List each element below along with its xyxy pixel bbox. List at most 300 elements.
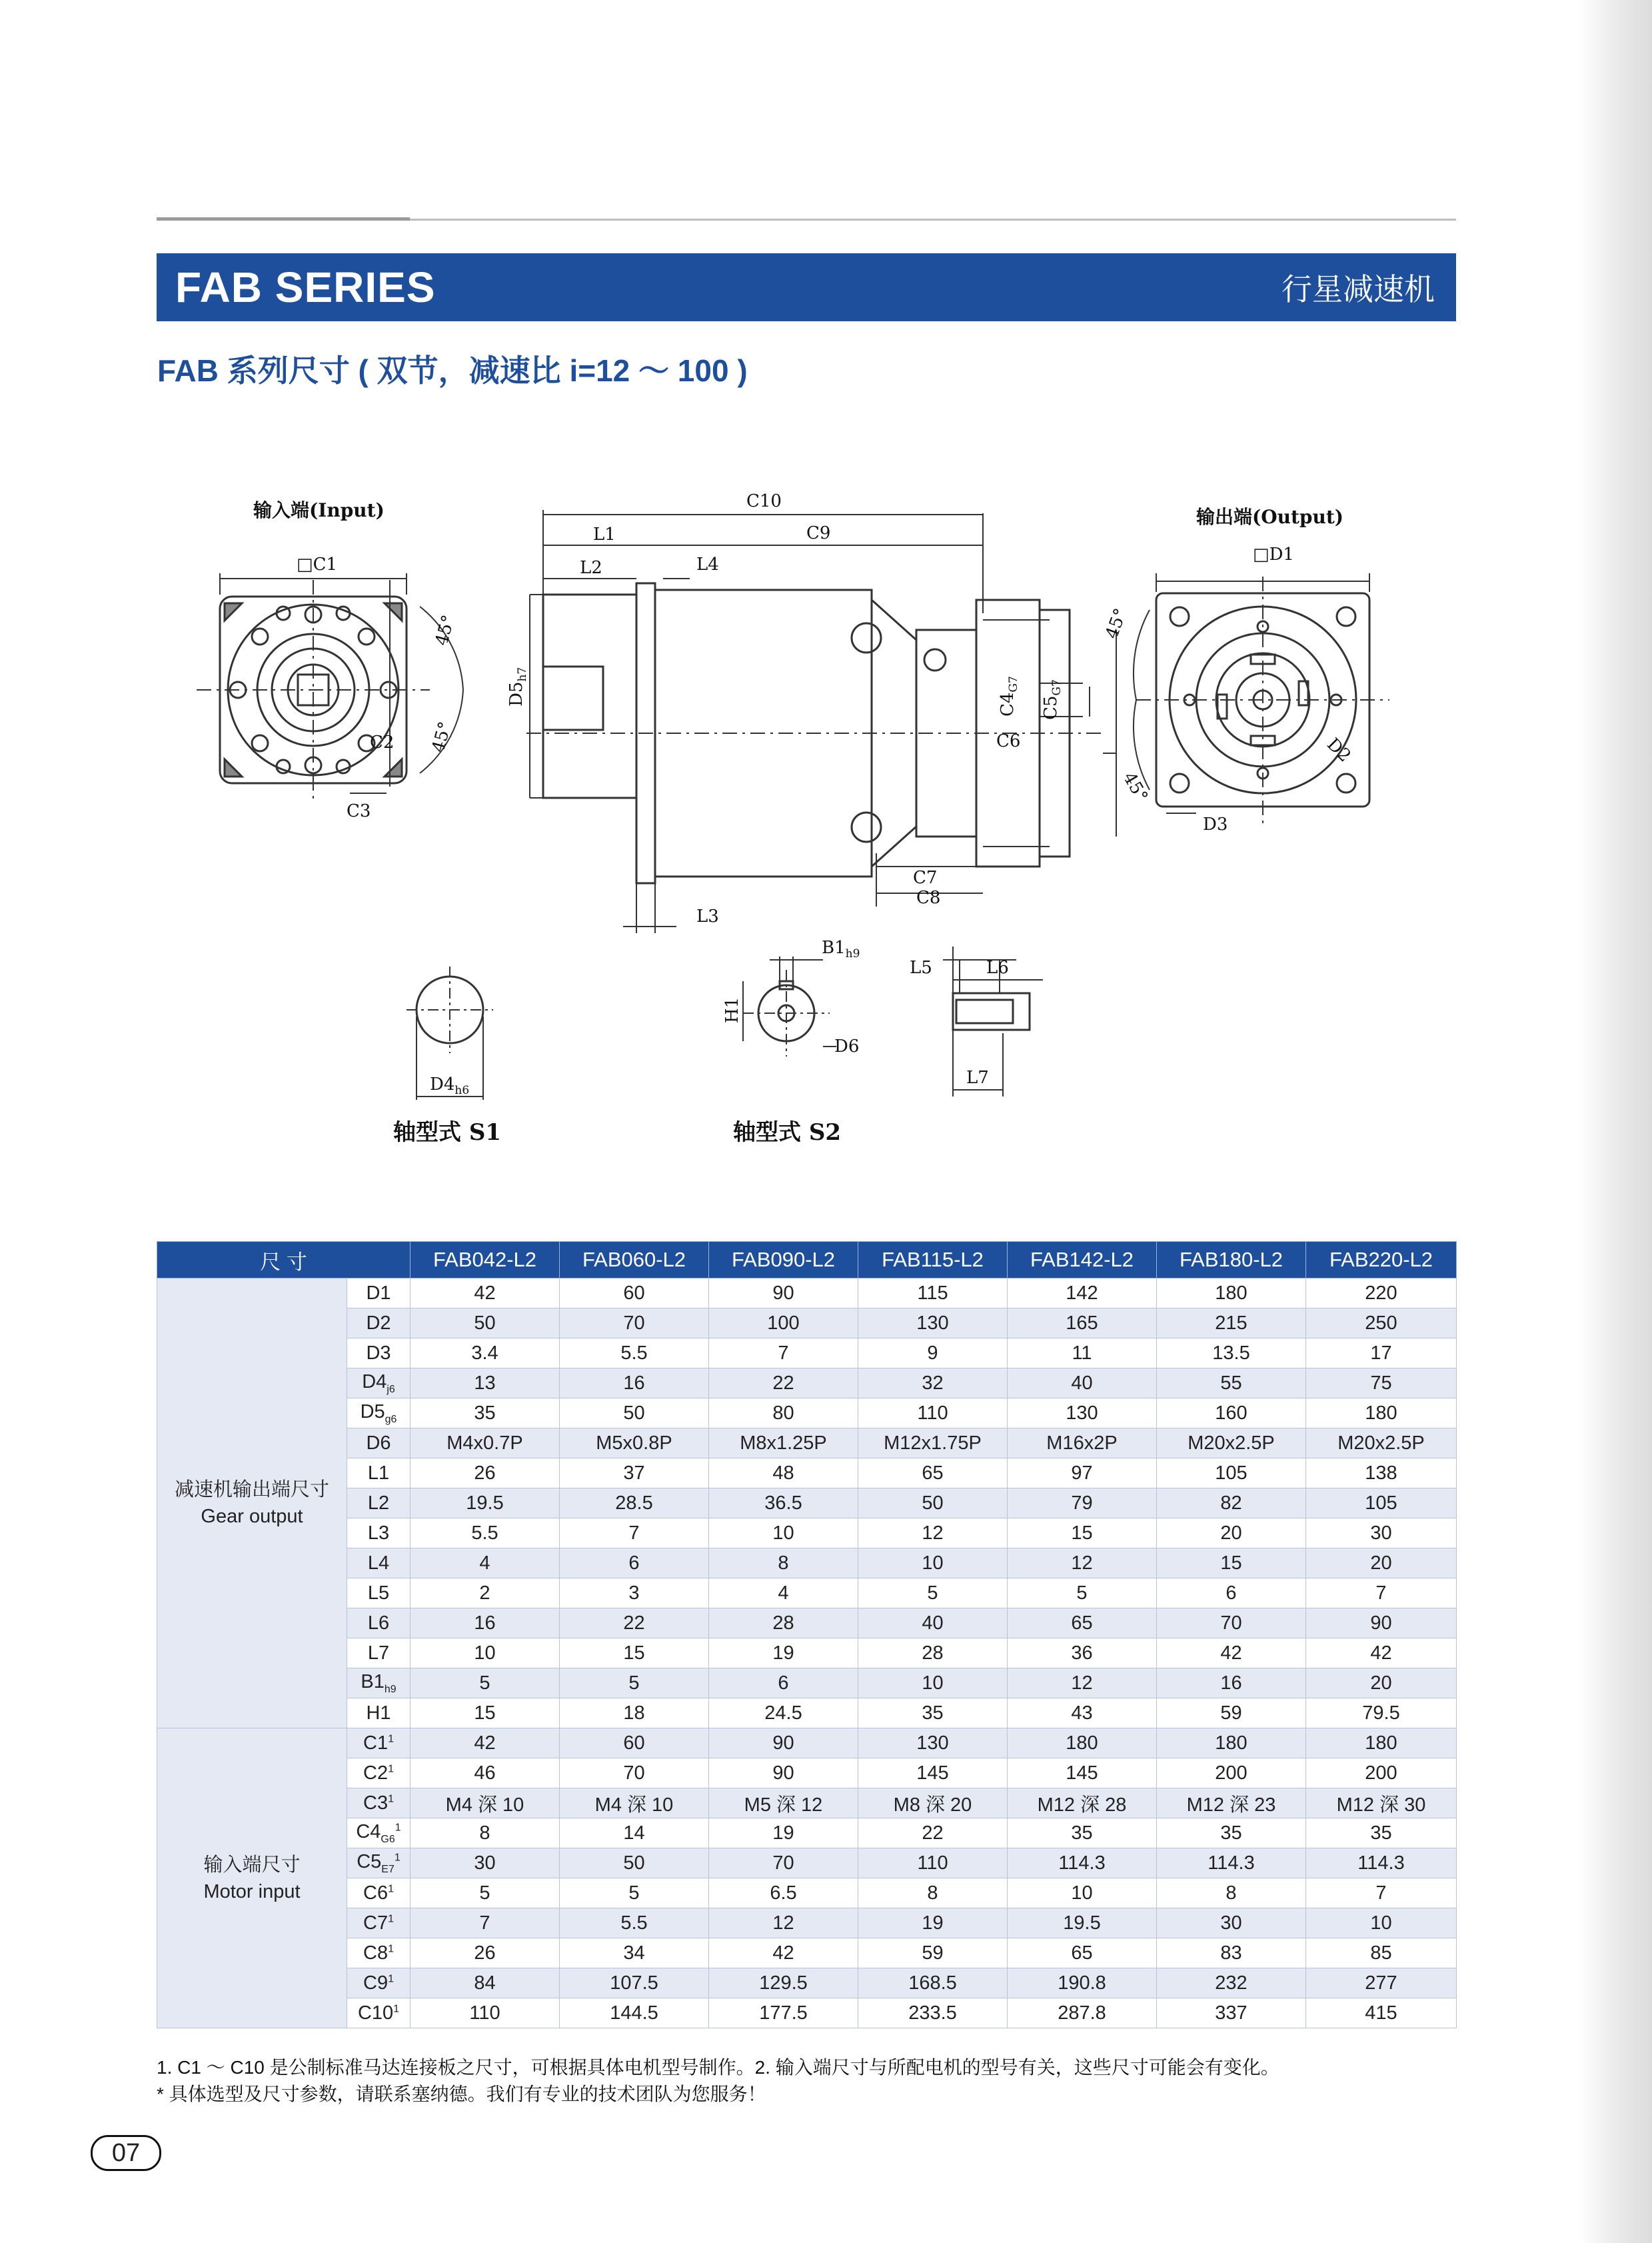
table-cell: 5 [411, 1668, 560, 1698]
dimension-symbol: D5 [360, 1400, 385, 1422]
dim-l4: L4 [696, 555, 719, 575]
technical-drawing [157, 467, 1456, 1173]
table-row [157, 1398, 1457, 1428]
shaft-s1-caption: 轴型式 S1 [393, 1119, 502, 1146]
table-cell: 32 [858, 1368, 1008, 1398]
shaft-s2-caption: 轴型式 S2 [733, 1119, 842, 1146]
table-cell: 180 [1306, 1398, 1457, 1428]
dimension-label [347, 1398, 411, 1428]
table-cell: 232 [1157, 1968, 1306, 1998]
dimension-footnote-mark: 1 [388, 1972, 394, 1984]
row-group-label-en: Gear output [201, 1506, 303, 1527]
table-cell: 79.5 [1306, 1698, 1457, 1728]
table-cell: 337 [1157, 1998, 1306, 2028]
dimension-symbol: C9 [363, 1972, 389, 1994]
table-row [157, 1998, 1457, 2028]
table-cell: 10 [1008, 1878, 1157, 1908]
table-row [157, 1818, 1457, 1848]
table-cell: M5 深 12 [709, 1788, 858, 1818]
table-cell: 200 [1157, 1758, 1306, 1788]
dim-c10: C10 [746, 491, 782, 511]
table-cell: 107.5 [560, 1968, 709, 1998]
table-cell: 7 [709, 1338, 858, 1368]
table-row [157, 1488, 1457, 1518]
dimension-tolerance: E7 [381, 1863, 395, 1875]
table-cell: 5 [858, 1578, 1008, 1608]
input-view-label: 输入端(Input) [253, 499, 385, 521]
table-row [157, 1458, 1457, 1488]
table-cell: 70 [560, 1758, 709, 1788]
dimension-label [347, 1488, 411, 1518]
dimension-label [347, 1428, 411, 1458]
dim-c5: $C5_{G7}$ [1041, 679, 1064, 720]
table-cell: 19.5 [1008, 1908, 1157, 1938]
shaft-s2-section [743, 957, 836, 1057]
table-cell: 12 [858, 1518, 1008, 1548]
dimension-label [347, 1608, 411, 1638]
dim-l5: L5 [910, 958, 932, 978]
table-cell: 415 [1306, 1998, 1457, 2028]
table-row [157, 1578, 1457, 1608]
table-cell: 24.5 [709, 1698, 858, 1728]
dim-d3: D3 [1203, 815, 1228, 835]
table-cell: 59 [858, 1938, 1008, 1968]
section-subtitle: FAB 系列尺寸 ( 双节，减速比 i=12 ～ 100 ) [157, 353, 748, 388]
table-cell: 79 [1008, 1488, 1157, 1518]
table-cell: 35 [1306, 1818, 1457, 1848]
table-cell: 10 [1306, 1908, 1457, 1938]
table-row [157, 1308, 1457, 1338]
dimension-label [347, 1548, 411, 1578]
table-cell: 46 [411, 1758, 560, 1788]
dimension-label [347, 1908, 411, 1938]
table-cell: 18 [560, 1698, 709, 1728]
table-cell: 16 [560, 1368, 709, 1398]
dim-c8: C8 [916, 888, 941, 908]
table-cell: 250 [1306, 1308, 1457, 1338]
model-header: FAB180-L2 [1157, 1242, 1306, 1278]
table-cell: 70 [1157, 1608, 1306, 1638]
table-cell: 22 [858, 1818, 1008, 1848]
table-cell: 30 [1306, 1518, 1457, 1548]
table-cell: M20x2.5P [1157, 1428, 1306, 1458]
dimension-symbol: D4 [362, 1370, 387, 1392]
angle-label-output-bottom: 45° [1118, 769, 1152, 806]
table-cell: 70 [560, 1308, 709, 1338]
table-cell: 114.3 [1306, 1848, 1457, 1878]
table-cell: 83 [1157, 1938, 1306, 1968]
table-cell: 35 [858, 1698, 1008, 1728]
dimension-footnote-mark: 1 [388, 1732, 394, 1744]
table-cell: 220 [1306, 1278, 1457, 1308]
table-cell: 35 [411, 1398, 560, 1428]
table-row [157, 1278, 1457, 1308]
table-cell: 36 [1008, 1638, 1157, 1668]
dimension-symbol: C4 [356, 1820, 381, 1842]
dimension-symbol: C10 [357, 2002, 394, 2024]
dim-l7: L7 [966, 1068, 989, 1088]
dimension-tolerance: h9 [384, 1683, 397, 1695]
table-row [157, 1908, 1457, 1938]
table-cell: 20 [1306, 1668, 1457, 1698]
table-cell: 5.5 [560, 1908, 709, 1938]
top-divider-accent [157, 217, 410, 221]
table-row [157, 1728, 1457, 1758]
row-group-label-cn: 输入端尺寸 [203, 1854, 301, 1876]
table-cell: 90 [709, 1278, 858, 1308]
table-cell: 138 [1306, 1458, 1457, 1488]
table-cell: 8 [1157, 1878, 1306, 1908]
table-cell: 8 [411, 1818, 560, 1848]
dim-l3: L3 [696, 907, 719, 927]
table-row [157, 1668, 1457, 1698]
row-group-label [157, 1728, 347, 2028]
dim-d1: □D1 [1253, 545, 1294, 565]
table-cell: M8 深 20 [858, 1788, 1008, 1818]
dimension-label [347, 1518, 411, 1548]
table-cell: 110 [858, 1398, 1008, 1428]
dim-b1: $B1_{h9}$ [822, 938, 860, 961]
table-cell: 36.5 [709, 1488, 858, 1518]
table-cell: 42 [709, 1938, 858, 1968]
angle-label-input-top: 45° [431, 613, 459, 648]
table-cell: 90 [1306, 1608, 1457, 1638]
series-title: FAB SERIES [175, 263, 436, 311]
dimension-label [347, 1668, 411, 1698]
row-group-label-cn: 减速机输出端尺寸 [174, 1479, 329, 1500]
dimension-symbol: C5 [357, 1850, 382, 1872]
output-flange-view [1134, 573, 1389, 823]
table-cell: 42 [411, 1278, 560, 1308]
table-cell: 22 [560, 1608, 709, 1638]
dimension-symbol: C3 [363, 1792, 389, 1814]
table-cell: 15 [560, 1638, 709, 1668]
table-cell: 7 [1306, 1878, 1457, 1908]
dimension-symbol: L3 [367, 1522, 390, 1544]
model-header: FAB090-L2 [709, 1242, 858, 1278]
model-header: FAB042-L2 [411, 1242, 560, 1278]
table-row [157, 1638, 1457, 1668]
table-cell: 80 [709, 1398, 858, 1428]
row-group-label [157, 1278, 347, 1728]
table-cell: 277 [1306, 1968, 1457, 1998]
table-cell: 50 [560, 1848, 709, 1878]
table-cell: 11 [1008, 1338, 1157, 1368]
table-cell: 180 [1306, 1728, 1457, 1758]
model-header: FAB060-L2 [560, 1242, 709, 1278]
dimension-label [347, 1818, 411, 1848]
table-cell: 34 [560, 1938, 709, 1968]
dimension-symbol: C8 [363, 1942, 389, 1964]
dim-l2: L2 [580, 558, 602, 578]
table-cell: 13 [411, 1368, 560, 1398]
dimension-symbol: D3 [366, 1342, 391, 1364]
table-cell: 12 [1008, 1668, 1157, 1698]
table-cell: 7 [560, 1518, 709, 1548]
table-row [157, 1548, 1457, 1578]
table-cell: 20 [1157, 1518, 1306, 1548]
dim-c7: C7 [913, 868, 938, 888]
table-cell: 19 [858, 1908, 1008, 1938]
dimension-footnote-mark: 1 [388, 1792, 394, 1804]
table-cell: 8 [709, 1548, 858, 1578]
series-banner [157, 253, 1456, 321]
table-cell: 130 [1008, 1398, 1157, 1428]
table-cell: 6.5 [709, 1878, 858, 1908]
table-cell: 82 [1157, 1488, 1306, 1518]
table-cell: 7 [1306, 1578, 1457, 1608]
dimension-symbol: L4 [367, 1552, 390, 1574]
output-view-label: 输出端(Output) [1196, 506, 1344, 528]
table-cell: 10 [411, 1638, 560, 1668]
table-cell: 15 [411, 1698, 560, 1728]
table-cell: 6 [709, 1668, 858, 1698]
table-body [157, 1278, 1457, 2028]
table-cell: 40 [858, 1608, 1008, 1638]
table-cell: 3.4 [411, 1338, 560, 1368]
dimension-label [347, 1698, 411, 1728]
table-row [157, 1338, 1457, 1368]
dimension-label [347, 1848, 411, 1878]
table-cell: 14 [560, 1818, 709, 1848]
table-cell: 233.5 [858, 1998, 1008, 2028]
table-cell: 28.5 [560, 1488, 709, 1518]
table-row [157, 1938, 1457, 1968]
table-cell: 12 [709, 1908, 858, 1938]
dimension-footnote-mark: 1 [393, 2002, 400, 2014]
dim-l1: L1 [593, 525, 616, 545]
footnote-line-2: * 具体选型及尺寸参数，请联系塞纳德。我们有专业的技术团队为您服务！ [157, 2084, 766, 2104]
dimension-label [347, 1278, 411, 1308]
table-cell: M5x0.8P [560, 1428, 709, 1458]
table-cell: 42 [1157, 1638, 1306, 1668]
table-cell: 8 [858, 1878, 1008, 1908]
table-cell: 48 [709, 1458, 858, 1488]
angle-label-input-bottom: 45° [428, 719, 456, 755]
table-cell: M8x1.25P [709, 1428, 858, 1458]
table-cell: 10 [858, 1548, 1008, 1578]
dimension-label [347, 1308, 411, 1338]
table-cell: M12 深 28 [1008, 1788, 1157, 1818]
table-cell: 13.5 [1157, 1338, 1306, 1368]
dimension-symbol: D6 [366, 1432, 391, 1454]
table-cell: 50 [411, 1308, 560, 1338]
table-cell: 129.5 [709, 1968, 858, 1998]
table-row [157, 1608, 1457, 1638]
table-cell: 16 [411, 1608, 560, 1638]
dimension-table [157, 1241, 1457, 2028]
table-cell: 59 [1157, 1698, 1306, 1728]
dimension-tolerance: j6 [387, 1383, 395, 1395]
dimension-footnote-mark: 1 [388, 1882, 394, 1894]
table-row [157, 1518, 1457, 1548]
table-row [157, 1428, 1457, 1458]
dimension-symbol: B1 [361, 1670, 385, 1692]
table-cell: 19 [709, 1638, 858, 1668]
table-cell: 100 [709, 1308, 858, 1338]
table-cell: 160 [1157, 1398, 1306, 1428]
dimension-symbol: C6 [363, 1882, 389, 1904]
table-cell: M20x2.5P [1306, 1428, 1457, 1458]
model-header: FAB142-L2 [1008, 1242, 1157, 1278]
table-cell: 142 [1008, 1278, 1157, 1308]
dimension-symbol: L6 [367, 1612, 390, 1634]
dimension-label [347, 1338, 411, 1368]
table-cell: 20 [1306, 1548, 1457, 1578]
table-cell: 35 [1008, 1818, 1157, 1848]
table-cell: M4 深 10 [560, 1788, 709, 1818]
dimension-symbol: H1 [366, 1702, 391, 1724]
table-cell: 190.8 [1008, 1968, 1157, 1998]
dimension-label [347, 1458, 411, 1488]
table-cell: 145 [858, 1758, 1008, 1788]
table-cell: 287.8 [1008, 1998, 1157, 2028]
table-cell: 28 [709, 1608, 858, 1638]
table-cell: 75 [1306, 1368, 1457, 1398]
dimension-footnote-mark: 1 [394, 1851, 401, 1863]
table-cell: 19 [709, 1818, 858, 1848]
dim-c2: C2 [370, 733, 395, 753]
table-cell: 90 [709, 1728, 858, 1758]
table-cell: 15 [1008, 1518, 1157, 1548]
product-category: 行星减速机 [1281, 272, 1435, 307]
table-cell: 200 [1306, 1758, 1457, 1788]
dim-c3: C3 [347, 801, 371, 821]
dimension-label [347, 1968, 411, 1998]
dimension-symbol: L1 [367, 1462, 390, 1484]
dim-h1: H1 [722, 997, 742, 1023]
input-flange-view [197, 573, 463, 800]
table-cell: 22 [709, 1368, 858, 1398]
dimension-symbol: C7 [363, 1912, 389, 1934]
dim-l6: L6 [986, 958, 1009, 978]
table-cell: 215 [1157, 1308, 1306, 1338]
table-cell: 12 [1008, 1548, 1157, 1578]
table-row [157, 1758, 1457, 1788]
table-cell: 3 [560, 1578, 709, 1608]
dim-d4: $D4_{h6}$ [430, 1075, 470, 1097]
dim-c4: $C4_{G7}$ [998, 676, 1020, 717]
model-header: FAB220-L2 [1306, 1242, 1457, 1278]
table-cell: 105 [1306, 1488, 1457, 1518]
table-cell: 180 [1157, 1278, 1306, 1308]
table-cell: 165 [1008, 1308, 1157, 1338]
table-cell: 145 [1008, 1758, 1157, 1788]
table-cell: 5 [1008, 1578, 1157, 1608]
dimension-footnote-mark: 1 [395, 1821, 401, 1833]
dim-d6: D6 [834, 1037, 860, 1057]
table-cell: 90 [709, 1758, 858, 1788]
table-cell: 65 [858, 1458, 1008, 1488]
table-row [157, 1878, 1457, 1908]
side-view [390, 510, 1116, 933]
table-cell: 10 [858, 1668, 1008, 1698]
table-cell: 110 [858, 1848, 1008, 1878]
dimension-symbol: L2 [367, 1492, 390, 1514]
table-cell: 10 [709, 1518, 858, 1548]
table-cell: 6 [1157, 1578, 1306, 1608]
footnote-line-1: 1. C1 ～ C10 是公制标准马达连接板之尺寸，可根据具体电机型号制作。2. 输入端尺寸与所配电机的型号有关，这些尺寸可能会有变化。 [157, 2057, 1279, 2078]
dimension-footnote-mark: 1 [388, 1762, 394, 1774]
dimension-label [347, 1998, 411, 2028]
dimension-label [347, 1758, 411, 1788]
table-cell: 42 [411, 1728, 560, 1758]
dimension-label [347, 1788, 411, 1818]
table-cell: 5 [411, 1878, 560, 1908]
dimension-label [347, 1578, 411, 1608]
table-cell: 55 [1157, 1368, 1306, 1398]
table-cell: M4x0.7P [411, 1428, 560, 1458]
table-cell: 7 [411, 1908, 560, 1938]
table-cell: 177.5 [709, 1998, 858, 2028]
table-cell: 130 [858, 1728, 1008, 1758]
table-cell: M16x2P [1008, 1428, 1157, 1458]
table-header-row [157, 1242, 1457, 1278]
table-cell: 130 [858, 1308, 1008, 1338]
table-cell: 15 [1157, 1548, 1306, 1578]
dimension-symbol: C1 [363, 1732, 389, 1754]
table-cell: 50 [560, 1398, 709, 1428]
table-row [157, 1698, 1457, 1728]
table-cell: 19.5 [411, 1488, 560, 1518]
dim-c9: C9 [806, 523, 831, 543]
table-cell: 50 [858, 1488, 1008, 1518]
dimension-label [347, 1368, 411, 1398]
table-row [157, 1368, 1457, 1398]
table-row [157, 1968, 1457, 1998]
model-header: FAB115-L2 [858, 1242, 1008, 1278]
table-cell: 4 [709, 1578, 858, 1608]
table-corner-header: 尺 寸 [157, 1242, 411, 1278]
table-cell: 6 [560, 1548, 709, 1578]
page-number: 07 [91, 2135, 161, 2171]
dimension-symbol: L7 [367, 1642, 390, 1664]
table-cell: 168.5 [858, 1968, 1008, 1998]
table-cell: 4 [411, 1548, 560, 1578]
table-cell: 65 [1008, 1938, 1157, 1968]
footnotes [157, 2054, 1279, 2108]
dim-c1: □C1 [297, 555, 338, 575]
table-row [157, 1848, 1457, 1878]
table-cell: 144.5 [560, 1998, 709, 2028]
dimension-symbol: D1 [366, 1282, 391, 1304]
dimension-tolerance: G6 [381, 1833, 395, 1845]
table-cell: 60 [560, 1728, 709, 1758]
table-cell: M12 深 23 [1157, 1788, 1306, 1818]
dimension-footnote-mark: 1 [388, 1942, 394, 1954]
table-cell: 2 [411, 1578, 560, 1608]
dimension-label [347, 1878, 411, 1908]
table-cell: 97 [1008, 1458, 1157, 1488]
dim-d5: $D5_{h7}$ [506, 667, 529, 707]
table-cell: 5 [560, 1878, 709, 1908]
table-cell: 65 [1008, 1608, 1157, 1638]
dimension-label [347, 1938, 411, 1968]
table-cell: 16 [1157, 1668, 1306, 1698]
table-cell: 37 [560, 1458, 709, 1488]
table-cell: 60 [560, 1278, 709, 1308]
table-cell: 42 [1306, 1638, 1457, 1668]
table-cell: 17 [1306, 1338, 1457, 1368]
table-cell: 26 [411, 1458, 560, 1488]
table-cell: 84 [411, 1968, 560, 1998]
dimension-tolerance: g6 [385, 1413, 397, 1425]
table-cell: M4 深 10 [411, 1788, 560, 1818]
row-group-label-en: Motor input [203, 1880, 301, 1902]
dimension-symbol: D2 [366, 1312, 391, 1334]
table-cell: 43 [1008, 1698, 1157, 1728]
table-cell: 9 [858, 1338, 1008, 1368]
